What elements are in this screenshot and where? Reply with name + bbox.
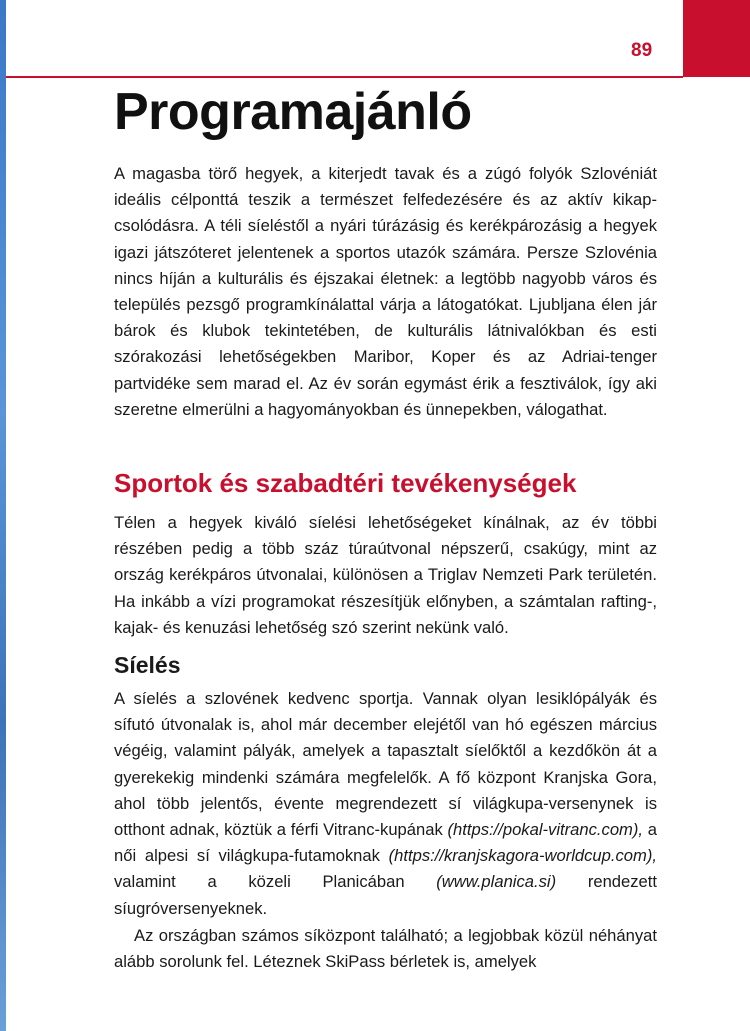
header-rule [6,76,683,78]
link-vitranc[interactable]: (https://pokal-vitranc.com), [447,820,644,840]
skiing-paragraph [114,686,657,922]
sports-paragraph: Télen a hegyek kiváló síelési lehetőségeket kínálnak, az év többi részében pedig a több száz túraútvonal népszerű, csakúgy, mint az ország kerékpáros útvonalai, különösen a Triglav Nemzeti Park területén. Ha inkább a vízi programokat részesítjük előnyben, a számtalan rafting-, kajak- és kenuzási lehetőség szó szerint nekünk való. [114,513,657,637]
page-corner-tab [683,0,750,77]
skiing-text-2: a női alpesi sí világkupa-futamoknak [114,820,657,866]
link-planica[interactable]: (www.planica.si) [436,872,557,892]
ski-resorts-paragraph: Az országban számos síközpont található; a legjobbak közül néhányat alább sorolunk fel. Léteznek SkiPass bérletek is, amelyek [114,926,657,972]
skiing-text-1: A síelés a szlovének kedvenc sportja. Vannak olyan lesiklópályák és sífutó útvonalak is, ahol már december elejétől van hó egészen március végéig, valamint pályák, amelyek a tapasztalt síelőktől a kezdőkön át a gyerekekig mindenki számára megfelelők. A fő központ Kranjska Gora, ahol több jelentős, évente megrendezett sí világkupa-versenynek is otthont adnak, köztük a férfi Vitranc-kupának [114,689,657,840]
skiing-text-3: valamint a közeli Planicában [114,872,437,892]
page-number: 89 [631,40,653,61]
left-edge-strip [0,0,6,1031]
intro-paragraph: A magasba törő hegyek, a kiterjedt tavak és a zúgó folyók Szlovéniát ideális célponttá teszik a természet felfedezésére és az aktív kikapcsolódásra. A téli síeléstől a nyári túrázásig és kerékpározásig a hegyek igazi játszóteret jelentenek a sportos utazók számára. Persze Szlovénia nincs híján a kulturális és éjszakai életnek: a legtöbb nagyobb város és település pezsgő programkínálattal várja a látogatókat. Ljubljana élen jár bárok és klubok tekintetében, de kulturális látnivalókban és esti szórakozási lehetőségekben Maribor, Koper és az Adriai-tenger partvidéke sem marad el. Az év során egymást érik a fesztiválok, így aki szeretne elmerülni a hagyományokban és ünnepekben, válogathat. [114,164,657,419]
section-heading-sports: Sportok és szabadtéri tevékenységek [114,468,577,498]
link-kranjskagora[interactable]: (https://kranjskagora-worldcup.com), [388,846,657,866]
page-title: Programajánló [114,83,472,141]
subsection-heading-skiing: Síelés [114,652,181,678]
skiing-text-4: rendezett síugróversenyeknek. [114,872,658,918]
